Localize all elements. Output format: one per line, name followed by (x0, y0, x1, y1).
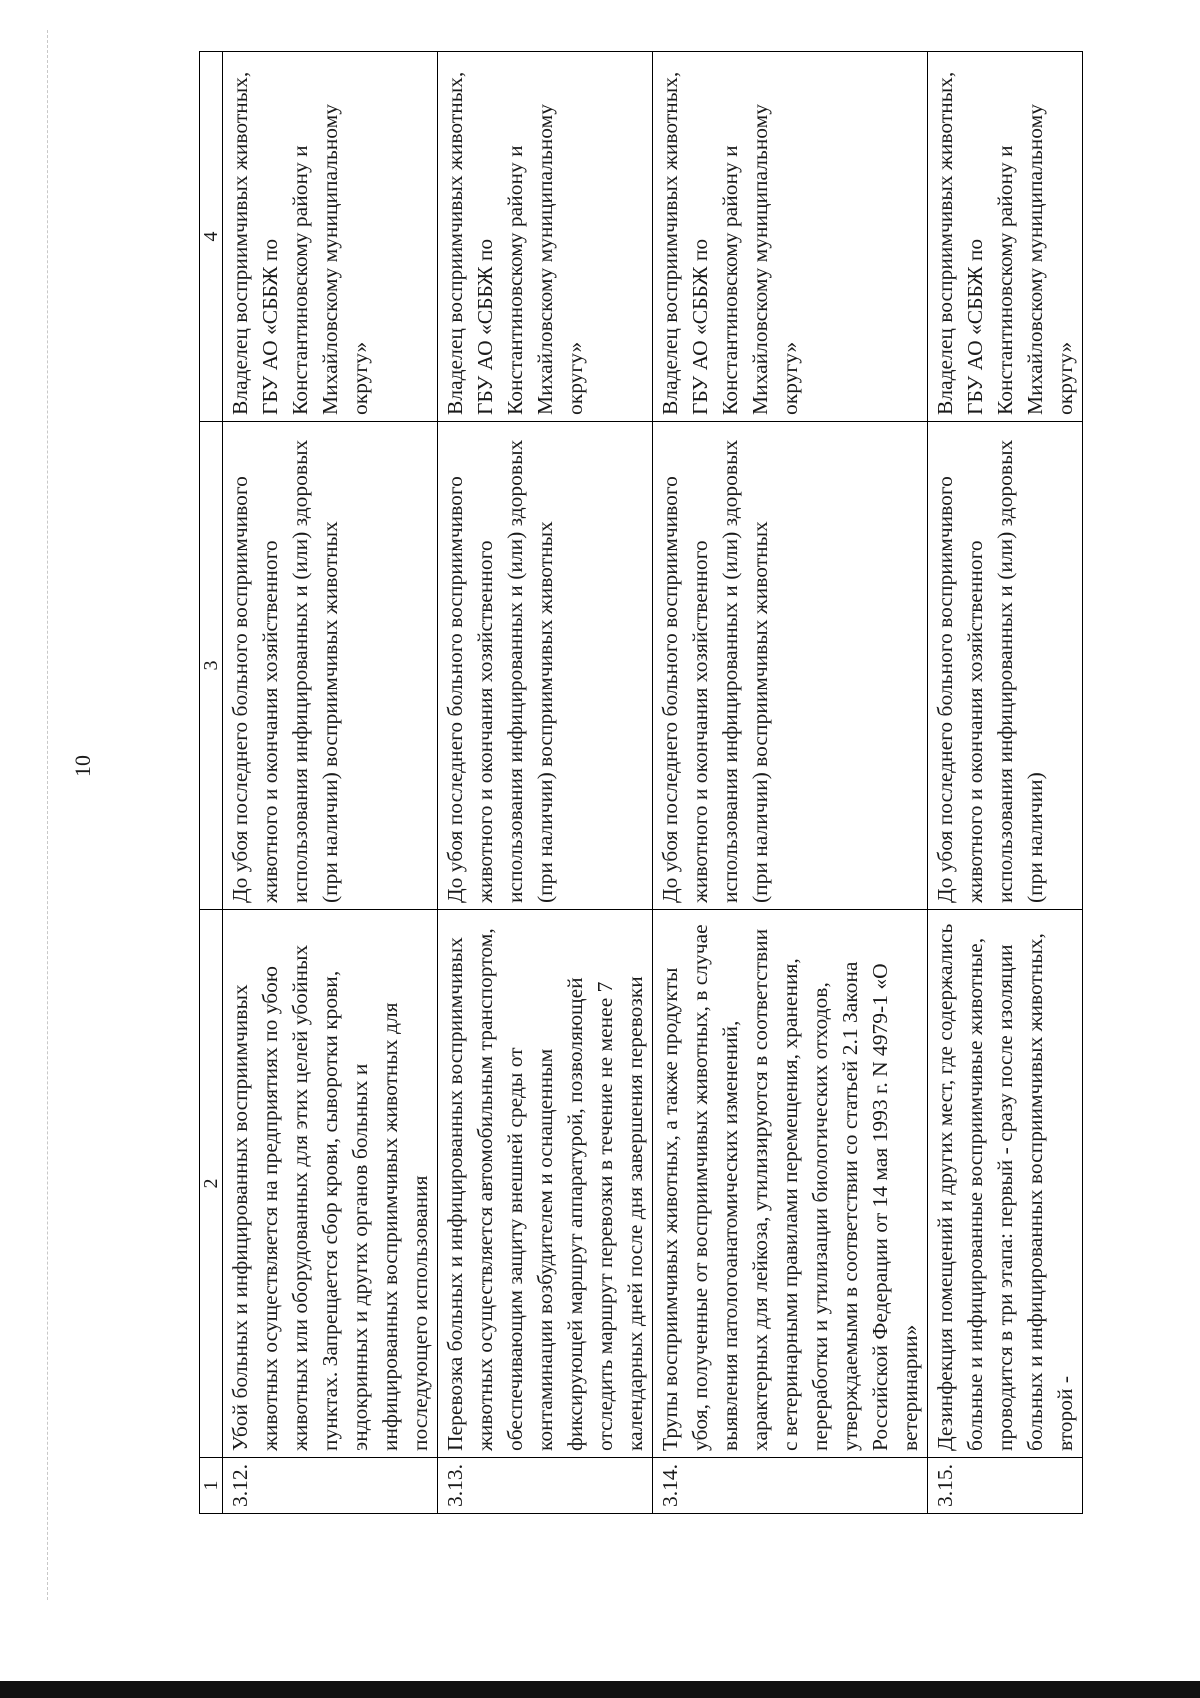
responsible-cell: Владелец восприимчивых животных, ГБУ АО «СББЖ по Константиновскому району и Михайловскому муниципальному округу» (928, 52, 1083, 422)
responsible-cell: Владелец восприимчивых животных, ГБУ АО «СББЖ по Константиновскому району и Михайловскому муниципальному округу» (438, 52, 653, 422)
table-row (928, 52, 1083, 1514)
header-cell-4: 4 (200, 52, 223, 422)
measure-cell: Убой больных и инфицированных восприимчивых животных осуществляется на предприятиях по убою животных или оборудованных для этих целей убойных пунктах. Запрещается сбор крови, сыворотки крови, эндокринных и других органов больных и инфицированных восприимчивых животных для последующего использования (223, 910, 438, 1458)
table-row (653, 52, 928, 1514)
row-number: 3.12. (223, 1458, 438, 1514)
measures-table (199, 51, 1083, 1514)
responsible-cell: Владелец восприимчивых животных, ГБУ АО «СББЖ по Константиновскому району и Михайловскому муниципальному округу» (223, 52, 438, 422)
term-cell: До убоя последнего больного восприимчивого животного и окончания хозяйственного использования инфицированных и (или) здоровых (при наличии) восприимчивых животных (653, 422, 928, 910)
table-row (223, 52, 438, 1514)
header-cell-1: 1 (200, 1458, 223, 1514)
row-number: 3.15. (928, 1458, 1083, 1514)
measure-cell: Трупы восприимчивых животных, а также продукты убоя, полученные от восприимчивых животных, в случае выявления патологоанатомических изменений, характерных для лейкоза, утилизируются в соответствии с ветеринарными правилами перемещения, хранения, переработки и утилизации биологических отходов, утверждаемыми в соответствии со статьей 2.1 Закона Российской Федерации от 14 мая 1993 г. N 4979-1 «О ветеринарии» (653, 910, 928, 1458)
row-number: 3.14. (653, 1458, 928, 1514)
header-cell-2: 2 (200, 910, 223, 1458)
page-number: 10 (70, 755, 95, 777)
measure-cell: Перевозка больных и инфицированных восприимчивых животных осуществляется автомобильным транспортом, обеспечивающим защиту внешней среды от контаминации возбудителем и оснащенным фиксирующей маршрут аппаратурой, позволяющей отследить маршрут перевозки в течение не менее 7 календарных дней после дня завершения перевозки (438, 910, 653, 1458)
row-number: 3.13. (438, 1458, 653, 1514)
term-cell: До убоя последнего больного восприимчивого животного и окончания хозяйственного использования инфицированных и (или) здоровых (при наличии) восприимчивых животных (438, 422, 653, 910)
responsible-cell: Владелец восприимчивых животных, ГБУ АО «СББЖ по Константиновскому району и Михайловскому муниципальному округу» (653, 52, 928, 422)
header-cell-3: 3 (200, 422, 223, 910)
measure-cell: Дезинфекция помещений и других мест, где содержались больные и инфицированные восприимчивые животные, проводится в три этапа: первый - сразу после изоляции больных и инфицированных восприимчивых животных, второй - (928, 910, 1083, 1458)
table-header-row (200, 52, 223, 1514)
term-cell: До убоя последнего больного восприимчивого животного и окончания хозяйственного использования инфицированных и (или) здоровых (при наличии) восприимчивых животных (223, 422, 438, 910)
term-cell: До убоя последнего больного восприимчивого животного и окончания хозяйственного использования инфицированных и (или) здоровых (при наличии) (928, 422, 1083, 910)
table-row (438, 52, 653, 1514)
